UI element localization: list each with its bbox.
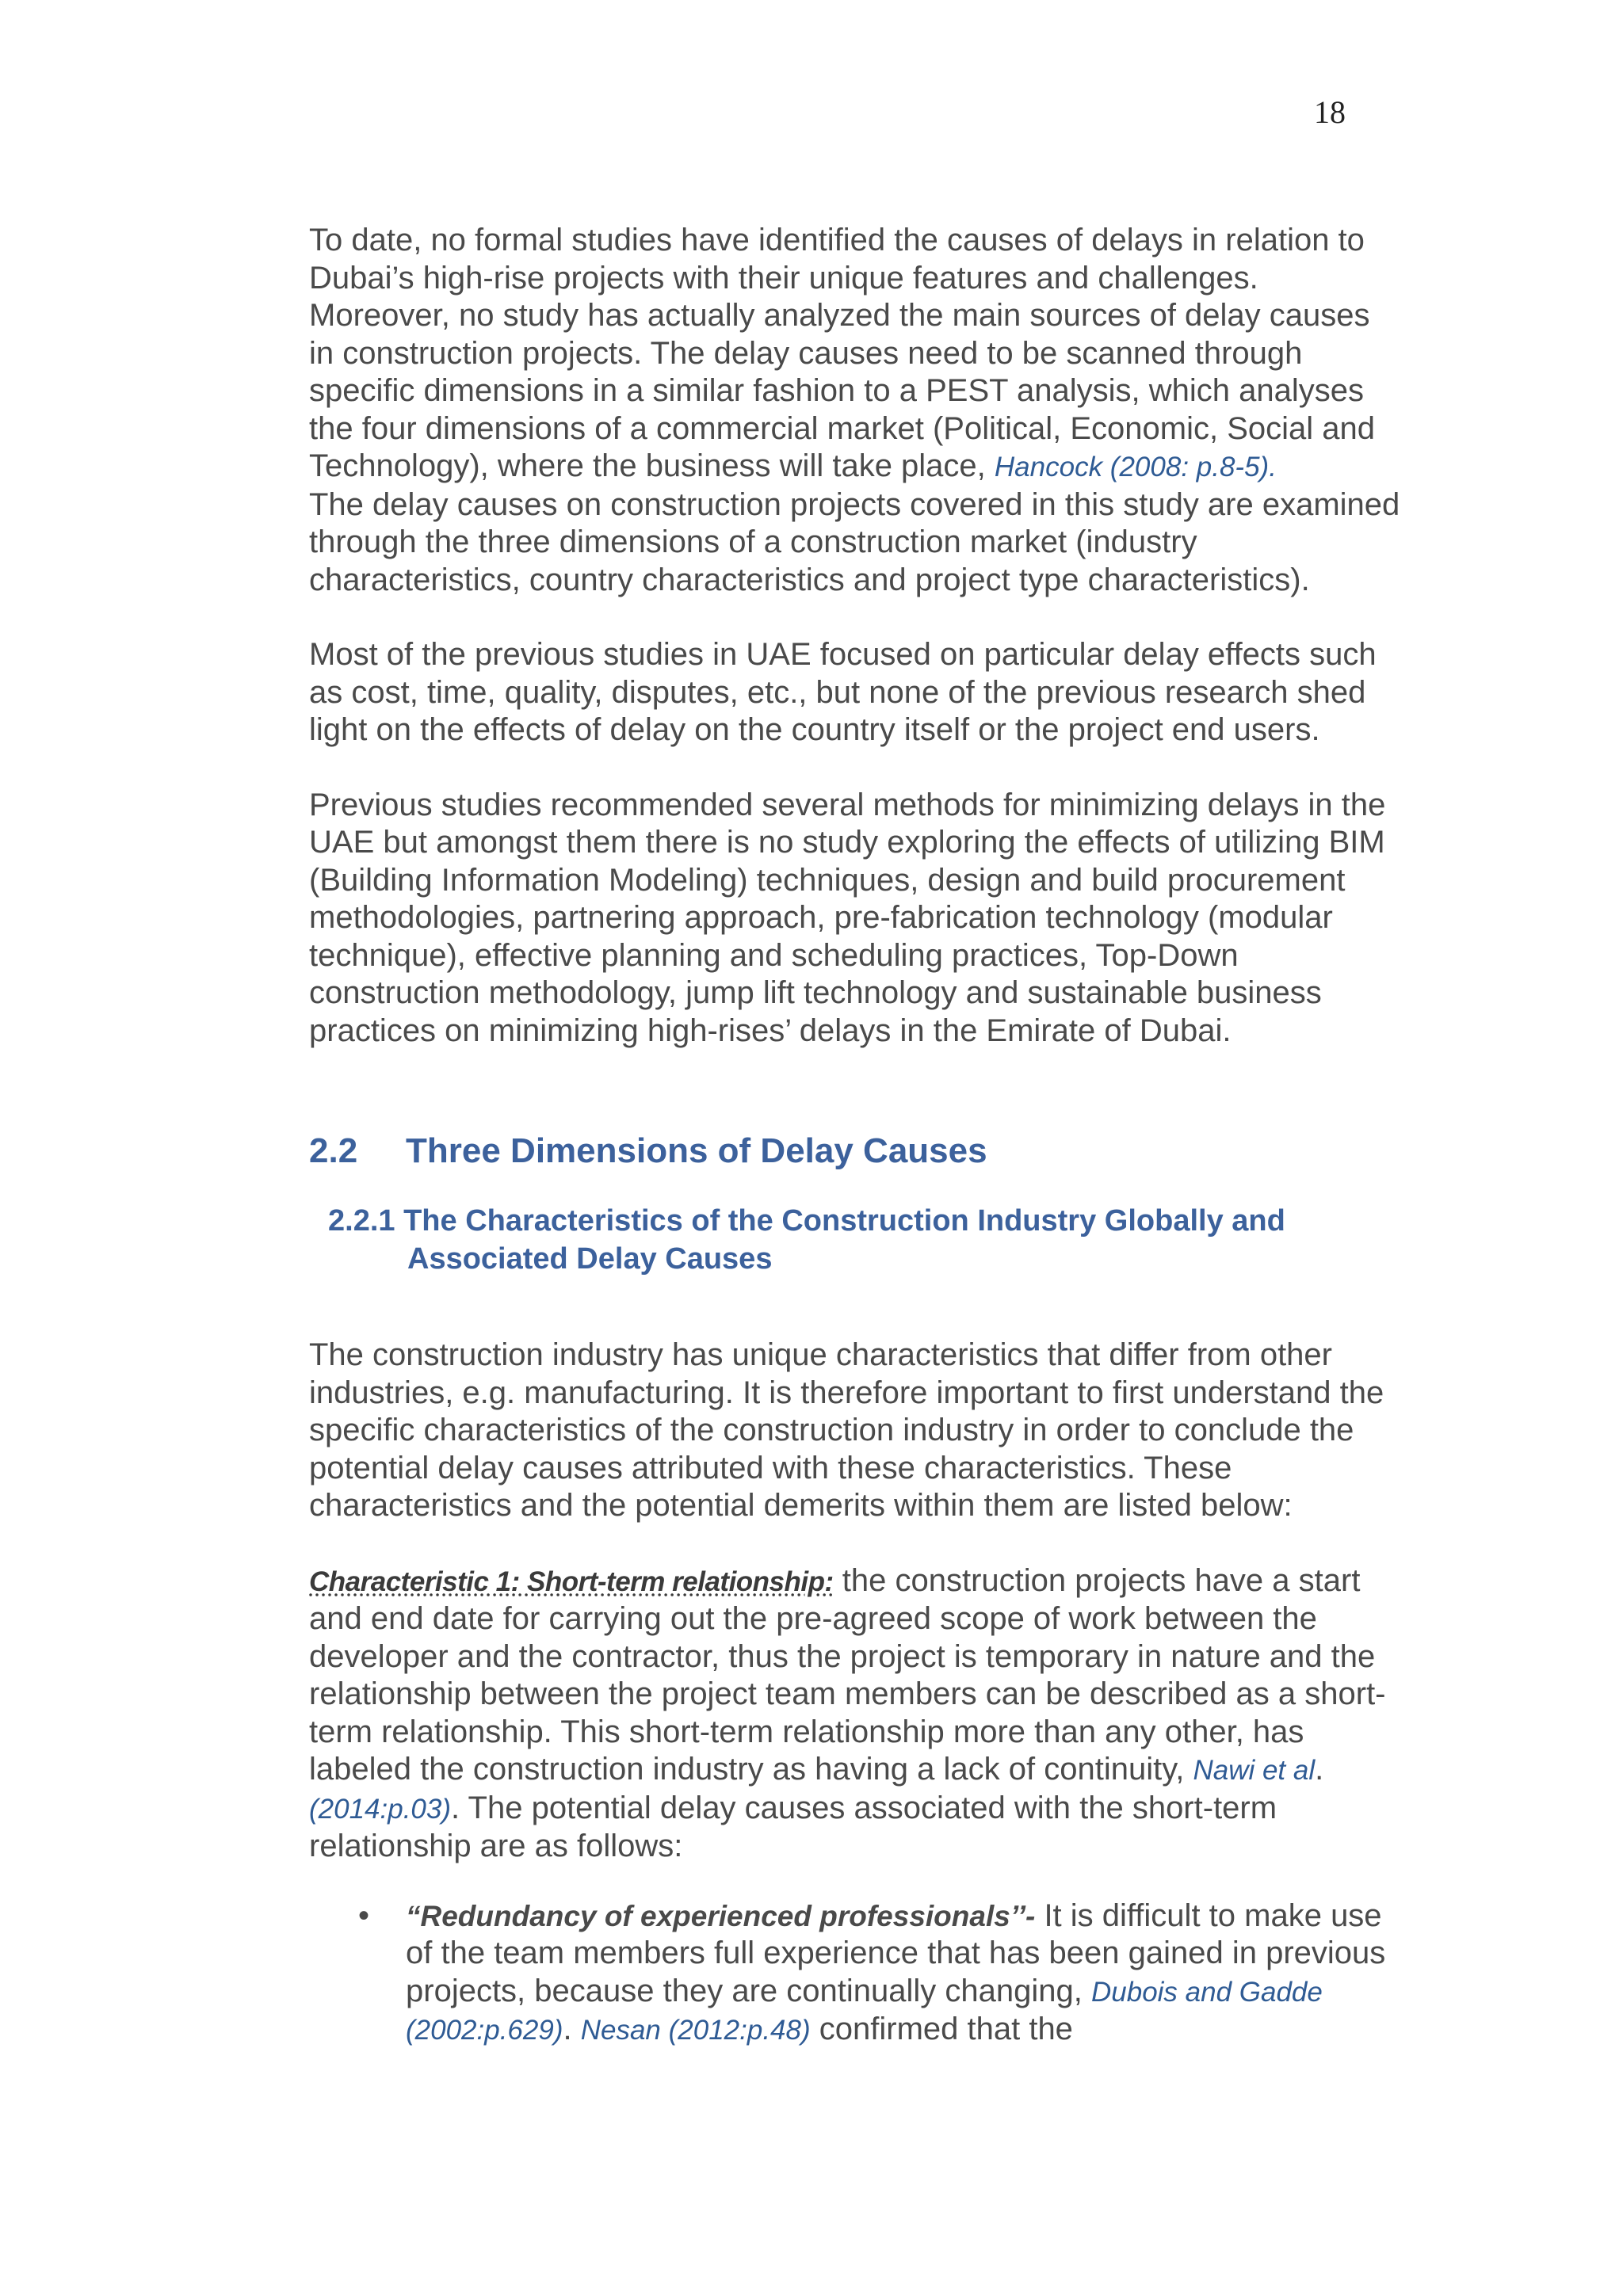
- bullet-icon: •: [358, 1897, 370, 1933]
- uae-studies-paragraph: Most of the previous studies in UAE focused on particular delay effects such as cost, time, quality, disputes, etc., but none of the previous research shed light on the effects of delay on the country itself or the project end users.: [309, 637, 1377, 747]
- citation-nawi: Nawi et al: [1193, 1755, 1316, 1786]
- list-item: [309, 1897, 1403, 2050]
- characteristic-1-label: Characteristic 1: Short-term relationship:: [309, 1566, 834, 1597]
- section-heading-2-2: [309, 1129, 1403, 1173]
- section-number: 2.2: [309, 1131, 358, 1170]
- bullet-1-text-2: confirmed that the: [810, 2012, 1073, 2046]
- characteristic-1-paragraph: [309, 1562, 1403, 1866]
- subsection-title: The Characteristics of the Construction Industry Globally and Associated Delay Causes: [403, 1204, 1285, 1276]
- document-body: [309, 222, 1403, 2050]
- subsection-number: 2.2.1: [328, 1204, 395, 1238]
- methods-paragraph: Previous studies recommended several methods for minimizing delays in the UAE but amongst them there is no study exploring the effects of utilizing BIM (Building Information Modeling) techniques, design and build procurement methodologies, partnering approach, pre-fabrication technology (modular technique), effective planning and scheduling practices, Top-Down construction methodology, jump lift technology and sustainable business practices on minimizing high-rises’ delays in the Emirate of Dubai.: [309, 787, 1386, 1048]
- bullet-1-title: “Redundancy of experienced professionals’’-: [406, 1899, 1036, 1932]
- page-number: 18: [1314, 94, 1346, 130]
- intro-text: To date, no formal studies have identified the causes of delays in relation to Dubai’s high-rise projects with their unique features and challenges. Moreover, no study has actually analyzed the main sources of delay causes in construction projects. The delay causes need to be scanned through specific dimensions in a similar fashion to a PEST analysis, which analyses the four dimensions of a commercial market (Political, Economic, Social and Technology), where the business will take place,: [309, 223, 1375, 483]
- intro-text-2: The delay causes on construction projects covered in this study are examined through the three dimensions of a construction market (industry characteristics, country characteristics and project type characteristics).: [309, 486, 1400, 597]
- section-title: Three Dimensions of Delay Causes: [406, 1131, 987, 1170]
- characteristic-1-text-2: . The potential delay causes associated with the short-term relationship are as follows:: [309, 1790, 1277, 1863]
- subsection-heading-2-2-1: [328, 1202, 1403, 1278]
- citation-dot: .: [1315, 1752, 1324, 1787]
- industry-characteristics-paragraph: The construction industry has unique characteristics that differ from other industries, e.g. manufacturing. It is therefore important to first understand the specific characteristics of the construction industry in order to conclude the potential delay causes attributed with these characteristics. These characteristics and the potential demerits within them are listed below:: [309, 1337, 1384, 1523]
- bullet-1-paragraph: [406, 1897, 1403, 2050]
- intro-paragraph: [309, 222, 1403, 599]
- citation-separator: .: [563, 2012, 581, 2046]
- characteristic-1-text: the construction projects have a start and end date for carrying out the pre-agreed scope of work between the developer and the contractor, thus the project is temporary in nature and the relationship between the project team members can be described as a short-term relationship. This short-term relationship more than any other, has labeled the construction industry as having a lack of continuity,: [309, 1562, 1386, 1787]
- citation-dubois: Dubois and Gadde (2002:p.629): [406, 1976, 1323, 2046]
- citation-hancock: Hancock (2008: p.8-5).: [994, 452, 1277, 482]
- citation-nawi-year: (2014:p.03): [309, 1793, 452, 1825]
- bullet-1-text: It is difficult to make use of the team members full experience that has been gained in previous projects, because they are continually changing,: [406, 1897, 1386, 2008]
- citation-nesan: Nesan (2012:p.48): [580, 2015, 811, 2046]
